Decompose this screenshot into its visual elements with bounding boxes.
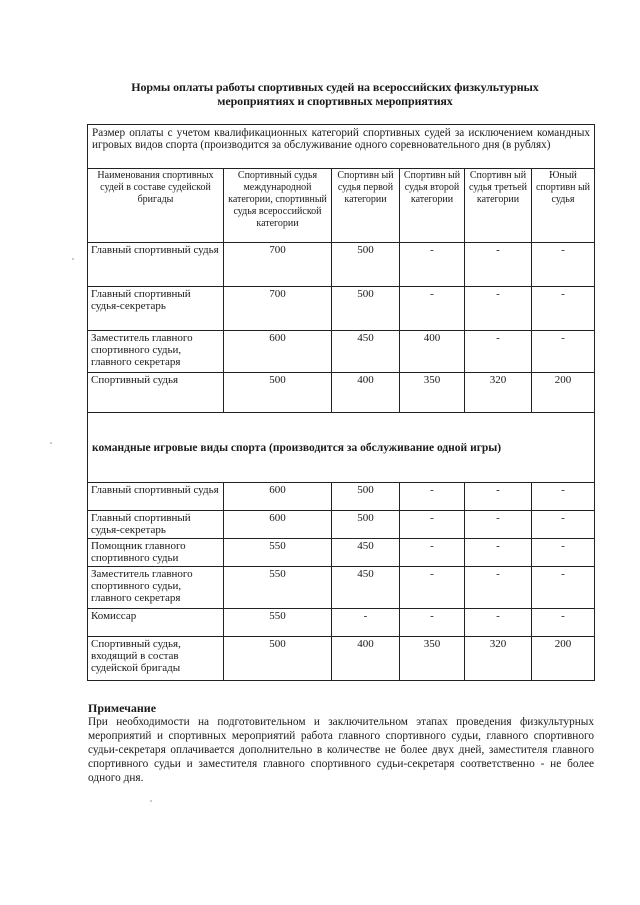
rate-cell: -: [332, 609, 400, 637]
header-second-category: Спортивн ый судья второй категории: [400, 169, 465, 243]
row-name: Главный спортивный судья: [88, 243, 224, 287]
payment-rates-table: [87, 124, 595, 681]
rate-cell: -: [465, 243, 532, 287]
rate-cell: -: [532, 287, 595, 331]
rate-cell: 600: [224, 511, 332, 539]
row-name: Помощник главного спортивного судьи: [88, 539, 224, 567]
rate-cell: -: [400, 609, 465, 637]
rate-cell: 320: [465, 637, 532, 681]
row-name: Заместитель главного спортивного судьи, главного секретаря: [88, 331, 224, 373]
scan-speck: [50, 442, 52, 444]
rate-cell: -: [532, 243, 595, 287]
row-name: Заместитель главного спортивного судьи, главного секретаря: [88, 567, 224, 609]
scan-speck: [72, 258, 74, 260]
table-row: [88, 637, 595, 681]
rate-cell: -: [400, 511, 465, 539]
header-international-category: Спортивный судья международной категории, спортивный судья всероссийской категории: [224, 169, 332, 243]
rate-cell: 400: [400, 331, 465, 373]
rate-cell: 500: [224, 637, 332, 681]
rate-cell: -: [532, 539, 595, 567]
table-row: [88, 331, 595, 373]
rate-cell: 700: [224, 287, 332, 331]
row-name: Спортивный судья: [88, 373, 224, 413]
note-title: Примечание: [88, 701, 157, 715]
table-row: [88, 243, 595, 287]
rate-cell: -: [400, 287, 465, 331]
intro-text: Размер оплаты с учетом квалификационных категорий спортивных судей за исключением командных игровых видов спорта (производится за обслуживание одного соревновательного дня (в рублях): [88, 125, 595, 169]
rate-cell: -: [465, 287, 532, 331]
table-row: [88, 609, 595, 637]
rate-cell: 700: [224, 243, 332, 287]
row-name: Главный спортивный судья-секретарь: [88, 511, 224, 539]
table-row: [88, 539, 595, 567]
rate-cell: 600: [224, 331, 332, 373]
row-name: Комиссар: [88, 609, 224, 637]
header-first-category: Спортивн ый судья первой категории: [332, 169, 400, 243]
rate-cell: 550: [224, 567, 332, 609]
section-title: командные игровые виды спорта (производится за обслуживание одной игры): [88, 413, 595, 483]
rate-cell: -: [400, 483, 465, 511]
note-text: При необходимости на подготовительном и заключительном этапах проведения физкультурных мероприятий и спортивных мероприятий работа главного спортивного судьи, главного спортивного судьи-секретаря оплачивается дополнительно в количестве не более двух дней, заместителя главного спортивного судьи и заместителя главного спортивного судьи-секретаря соответственно - не более одного дня.: [88, 716, 594, 784]
rate-cell: -: [400, 567, 465, 609]
page-title: Нормы оплаты работы спортивных судей на всероссийских физкультурных мероприятиях и спортивных мероприятиях: [131, 80, 539, 108]
rate-cell: 200: [532, 637, 595, 681]
rate-cell: -: [532, 609, 595, 637]
rate-cell: -: [532, 331, 595, 373]
table-row: [88, 483, 595, 511]
rate-cell: 550: [224, 539, 332, 567]
rate-cell: -: [465, 331, 532, 373]
rate-cell: 500: [332, 511, 400, 539]
header-third-category: Спортивн ый судья третьей категории: [465, 169, 532, 243]
rate-cell: -: [532, 567, 595, 609]
row-name: Главный спортивный судья-секретарь: [88, 287, 224, 331]
rate-cell: 500: [224, 373, 332, 413]
rate-cell: -: [400, 539, 465, 567]
table-row: [88, 567, 595, 609]
header-junior-judge: Юный спортивн ый судья: [532, 169, 595, 243]
table-row: [88, 511, 595, 539]
rate-cell: 450: [332, 539, 400, 567]
rate-cell: 500: [332, 287, 400, 331]
rate-cell: -: [532, 483, 595, 511]
row-name: Спортивный судья, входящий в состав судейской бригады: [88, 637, 224, 681]
rate-cell: 550: [224, 609, 332, 637]
rate-cell: 350: [400, 637, 465, 681]
rate-cell: 450: [332, 567, 400, 609]
rate-cell: -: [465, 511, 532, 539]
rate-cell: 200: [532, 373, 595, 413]
rate-cell: 350: [400, 373, 465, 413]
rate-cell: -: [465, 483, 532, 511]
rate-cell: 500: [332, 243, 400, 287]
rate-cell: 400: [332, 637, 400, 681]
rate-cell: 450: [332, 331, 400, 373]
scan-speck: [150, 800, 152, 802]
table-row: [88, 373, 595, 413]
rate-cell: -: [465, 567, 532, 609]
rate-cell: 400: [332, 373, 400, 413]
table-row: [88, 287, 595, 331]
rate-cell: -: [532, 511, 595, 539]
rate-cell: -: [465, 539, 532, 567]
rate-cell: 320: [465, 373, 532, 413]
header-judge-name: Наименования спортивных судей в составе судейской бригады: [88, 169, 224, 243]
rate-cell: 500: [332, 483, 400, 511]
rate-cell: -: [400, 243, 465, 287]
rate-cell: -: [465, 609, 532, 637]
row-name: Главный спортивный судья: [88, 483, 224, 511]
rate-cell: 600: [224, 483, 332, 511]
